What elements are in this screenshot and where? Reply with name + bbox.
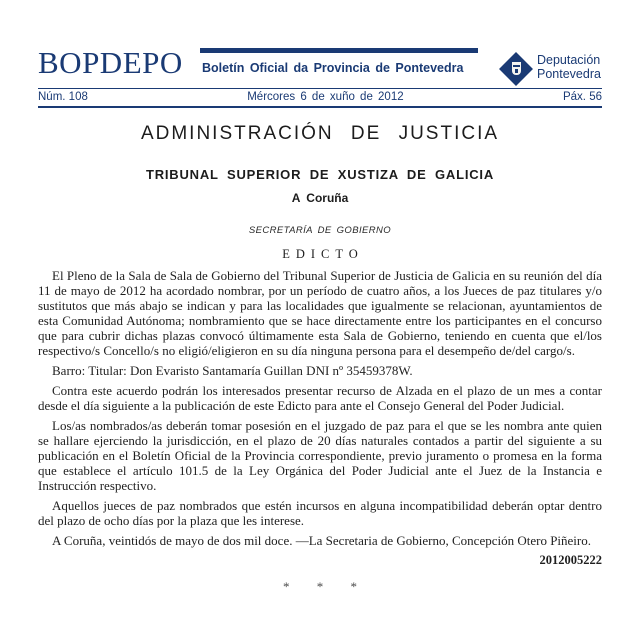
paragraph-appointment: El Pleno de la Sala de Sala de Gobierno del Tribunal Superior de Justicia de Galicia en su reunión del día 11 de mayo de 2012 ha acordado nombrar, por un período de cuatro años, a los Jueces de paz titulares y/o sustitutos que más abajo se indican y para las localidades que igualmente se relacionan, ayuntamientos de esta Comunidad Autónoma; nombramiento que se hace directamente entre los participantes en el concurso que para cubrir dichas plazas convocó últimamente esta Sala de Gobierno, teniendo en cuenta que el/los respectivo/s Concello/s no eligió/eligieron en su día ninguna persona para el desempeño de/del cargo/s. (38, 268, 602, 358)
paragraph-appeal: Contra este acuerdo podrán los interesados presentar recurso de Alzada en el plazo de un mes a contar desde el día siguiente a la publicación de este Edicto para ante el Consejo General del Poder Judicial. (38, 383, 602, 413)
page-number: Páx. 56 (562, 91, 602, 103)
header-divider-thick (38, 106, 602, 108)
paragraph-barro-titular: Barro: Titular: Don Evaristo Santamaría Guillan DNI nº 35459378W. (52, 363, 413, 378)
deputacion-crest-icon (499, 51, 533, 87)
article-content (38, 109, 602, 595)
organization-name-line2: Pontevedra (537, 66, 601, 81)
document-number: 2012005222 (539, 553, 602, 567)
organization-name (537, 54, 601, 81)
office-title: SECRETARÍA DE GOBIERNO (248, 225, 392, 236)
organization-name-line1: Deputación (537, 53, 601, 67)
bopdepo-logo: BOPDEPO (38, 45, 183, 80)
court-title: TRIBUNAL SUPERIOR DE XUSTIZA DE GALICIA (145, 167, 495, 182)
end-separator-asterisks: * * * (283, 579, 369, 594)
issue-date: Mércores 6 de xuño de 2012 (247, 91, 404, 103)
masthead-blue-bar (200, 48, 478, 53)
edict-heading: EDICTO (282, 247, 364, 261)
section-title: ADMINISTRACIÓN DE JUSTICIA (140, 123, 500, 144)
crest-shield-shape (512, 62, 521, 75)
issue-info-bar (38, 91, 602, 103)
city-subtitle: A Coruña (291, 191, 349, 205)
paragraph-possession: Los/as nombrados/as deberán tomar posesión en el juzgado de paz para el que se les nombra ante quien se hallare ejerciendo la jurisdicción, en el plazo de 20 días naturales contados a partir del siguiente a su publicación en el Boletín Oficial de la Provincia correspondiente, previo juramento o promesa en la forma que establece el artículo 101.5 de la Ley Orgánica del Poder Judicial ante el Juez de la Instancia e Instrucción respectivo. (38, 418, 602, 493)
signature-line: A Coruña, veintidós de mayo de dos mil doce. —La Secretaria de Gobierno, Concepción Otero Piñeiro. (52, 533, 591, 548)
header-divider-thin (38, 88, 602, 89)
paragraph-incompatibility: Aquellos jueces de paz nombrados que estén incursos en alguna incompatibilidad deberán optar dentro del plazo de ocho días por la plaza que les interese. (38, 498, 602, 528)
bulletin-title: Boletín Oficial da Provincia de Pontevedra (202, 61, 464, 75)
issue-number: Núm. 108 (38, 91, 88, 103)
